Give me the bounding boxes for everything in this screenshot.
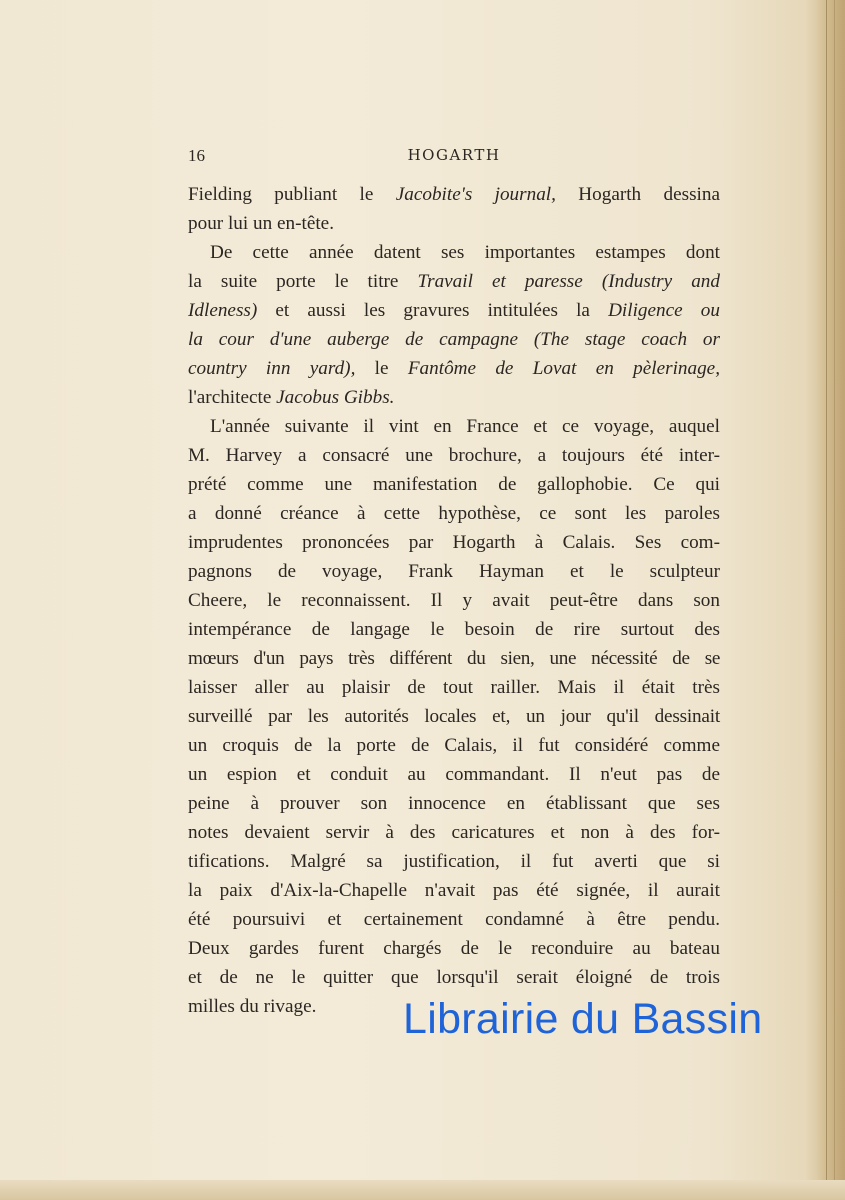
text-line: tifications. Malgré sa justification, il fut averti que si <box>188 851 720 872</box>
page-header <box>188 146 720 170</box>
running-title: HOGARTH <box>407 146 501 164</box>
text-line: milles du rivage. <box>188 996 317 1017</box>
page-number: 16 <box>188 146 205 165</box>
text-line: prété comme une manifestation de gallophobie. Ce qui <box>188 474 720 495</box>
text-line: et de ne le quitter que lorsqu'il serait éloigné de trois <box>188 967 720 988</box>
bottom-page-edge <box>0 1180 845 1200</box>
text-line: pour lui un en-tête. <box>188 213 334 234</box>
text-line: M. Harvey a consacré une brochure, a toujours été inter- <box>188 445 720 466</box>
text-line: été poursuivi et certainement condamné à être pendu. <box>188 909 720 930</box>
text-line: intempérance de langage le besoin de rire surtout des <box>188 619 720 640</box>
text-line: l'architecte Jacobus Gibbs. <box>188 387 395 408</box>
text-line: Cheere, le reconnaissent. Il y avait peut-être dans son <box>188 590 720 611</box>
text-line: un croquis de la porte de Calais, il fut considéré comme <box>188 735 720 756</box>
text-line: a donné créance à cette hypothèse, ce sont les paroles <box>188 503 720 524</box>
text-line: la paix d'Aix-la-Chapelle n'avait pas été signée, il aurait <box>188 880 720 901</box>
text-line: De cette année datent ses importantes estampes dont <box>210 242 720 263</box>
text-line: mœurs d'un pays très différent du sien, une nécessité de se <box>188 648 720 669</box>
text-line: un espion et conduit au commandant. Il n'eut pas de <box>188 764 720 785</box>
page-edge <box>818 0 845 1200</box>
text-line: la suite porte le titre Travail et paresse (Industry and <box>188 271 720 292</box>
body-text <box>188 180 720 1021</box>
text-line: notes devaient servir à des caricatures et non à des for- <box>188 822 720 843</box>
text-line: imprudentes prononcées par Hogarth à Calais. Ses com- <box>188 532 720 553</box>
text-line: L'année suivante il vint en France et ce voyage, auquel <box>210 416 720 437</box>
text-line: Deux gardes furent chargés de le reconduire au bateau <box>188 938 720 959</box>
text-line: country inn yard), le Fantôme de Lovat en pèlerinage, <box>188 358 720 379</box>
text-line: la cour d'une auberge de campagne (The stage coach or <box>188 329 720 350</box>
text-line: Fielding publiant le Jacobite's journal, Hogarth dessina <box>188 184 720 205</box>
text-line: Idleness) et aussi les gravures intitulées la Diligence ou <box>188 300 720 321</box>
text-line: peine à prouver son innocence en établissant que ses <box>188 793 720 814</box>
text-line: surveillé par les autorités locales et, un jour qu'il dessinait <box>188 706 720 727</box>
text-line: laisser aller au plaisir de tout railler. Mais il était très <box>188 677 720 698</box>
watermark: Librairie du Bassin <box>403 995 763 1043</box>
text-line: pagnons de voyage, Frank Hayman et le sculpteur <box>188 561 720 582</box>
